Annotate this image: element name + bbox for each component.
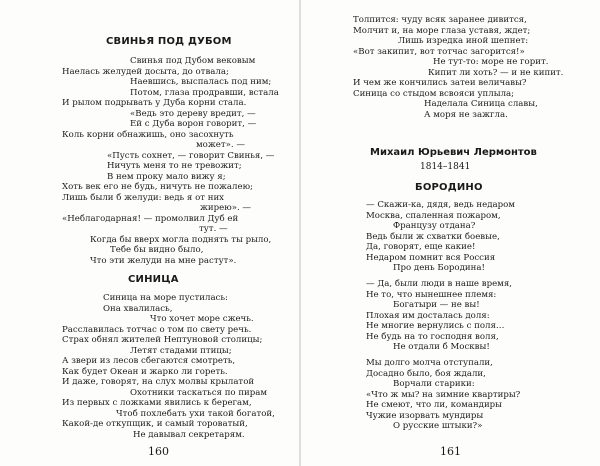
poem-line: Что хочет море сжечь.: [150, 314, 254, 324]
author-name: Михаил Юрьевич Лермонтов: [370, 147, 537, 158]
poem-line: жирею». —: [200, 203, 252, 213]
poem-line: В нем проку мало вижу я;: [107, 171, 226, 182]
poem-line: Чужие изорвать мундиры: [366, 410, 484, 421]
poem-line: И рылом подрывать у Дуба корни стала.: [62, 98, 247, 108]
poem-line: Толпится: чуду всяк заранее дивится,: [353, 15, 527, 25]
poem-line: Мы долго молча отступали,: [366, 358, 493, 368]
poem-line: Лишь были б желуди: ведь я от них: [62, 192, 225, 203]
poem-line: — Скажи-ка, дядя, ведь недаром: [366, 200, 515, 210]
right-page: [300, 0, 600, 466]
poem-line: Не давывал секретарям.: [133, 429, 245, 440]
poem-line: А моря не зажгла.: [424, 109, 508, 120]
page-number-right: 161: [440, 445, 461, 458]
poem-line: Синица на море пустилась:: [103, 293, 228, 303]
poem-line: Про день Бородина!: [393, 263, 485, 273]
poem-line: Молчит и, на море глаза уставя, ждет;: [353, 25, 531, 36]
poem-line: Как будет Океан и жарко ли гореть.: [62, 366, 228, 377]
poem-line: Наевшись, выспалась под ним;: [130, 77, 272, 87]
poem-line: Синица со стыдом всвояси уплыла;: [353, 88, 515, 99]
poem-line: — Да, были люди в наше время,: [366, 279, 513, 289]
poem-line: Ничуть меня то не тревожит;: [107, 161, 242, 171]
poem-title-borodino: БОРОДИНО: [415, 182, 483, 193]
poem-line: Из первых с ложками явились к берегам,: [62, 398, 252, 408]
poem-line: И чем же кончились затеи величавы?: [353, 78, 527, 88]
author-years: 1814–1841: [420, 162, 471, 172]
poem-line: Французу отдана?: [393, 221, 476, 231]
poem-line: Коль корни обнажишь, оно засохнуть: [62, 129, 234, 140]
poem-line: Когда бы вверх могла поднять ты рыло,: [90, 234, 272, 245]
poem-line: Лишь изредка иной шепнет:: [398, 36, 529, 46]
poem-line: И даже, говорят, на слух молвы крылатой: [62, 377, 255, 387]
poem-line: «Пусть сохнет, — говорит Свинья, —: [107, 150, 275, 161]
poem-line: «Ведь это дереву вредит, —: [130, 108, 256, 119]
poem-line: «Вот закипит, вот тотчас загорится!»: [353, 46, 525, 57]
poem-line: Кипит ли хоть? — и не кипит.: [428, 67, 564, 78]
poem-line: Какой-де откупщик, и самый тороватый,: [62, 419, 248, 429]
poem-line: Что эти желуди на мне растут».: [90, 255, 237, 266]
poem-line: Не тут-то: море не горит.: [433, 57, 549, 67]
poem-line: «Неблагодарная! — промолвил Дуб ей: [62, 213, 239, 224]
poem-line: тут. —: [199, 224, 228, 234]
poem-line: Не то, что нынешнее племя:: [366, 289, 497, 300]
poem-line: Досадно было, боя ждали,: [366, 368, 486, 379]
poem-line: «Что ж мы? на зимние квартиры?: [366, 389, 521, 400]
poem-line: Наделала Синица славы,: [424, 99, 538, 109]
poem-line: Плохая им досталась доля:: [366, 310, 490, 321]
poem-line: Ведь были ж схватки боевые,: [366, 231, 500, 242]
poem-line: Недаром помнит вся Россия: [366, 252, 496, 263]
poem-line: Ворчали старики:: [393, 379, 475, 389]
poem-line: Летят стадами птицы;: [130, 345, 232, 356]
poem-line: Чтоб похлебать ухи такой богатой,: [116, 408, 275, 419]
poem-title-sinitsa: СИНИЦА: [128, 274, 179, 285]
poem-line: Ей с Дуба ворон говорит, —: [130, 119, 257, 129]
poem-line: Не будь на то господня воля,: [366, 331, 499, 342]
poem-line: Не многие вернулись с поля…: [366, 321, 505, 331]
poem-line: Потом, глаза продравши, встала: [130, 87, 279, 98]
page-number-left: 160: [148, 445, 169, 458]
poem-line: Свинья под Дубом вековым: [130, 56, 256, 66]
poem-line: О русские штыки?»: [393, 421, 483, 431]
poem-line: Москва, спаленная пожаром,: [366, 210, 501, 221]
poem-line: Тебе бы видно было,: [110, 245, 204, 255]
poem-line: Да, говорят, еще какие!: [366, 242, 476, 252]
poem-line: Страх обнял жителей Нептуновой столицы;: [62, 335, 263, 345]
poem-line: Не смеют, что ли, командиры: [366, 400, 503, 410]
poem-line: Наелась желудей досыта, до отвала;: [62, 66, 229, 77]
poem-line: Охотники таскаться по пирам: [130, 387, 268, 398]
poem-line: Расславилась тотчас о том по свету речь.: [62, 324, 252, 335]
poem-line: Хоть век его не будь, ничуть не пожалею;: [62, 182, 253, 192]
poem-line: может». —: [196, 140, 245, 150]
poem-line: Она хвалилась,: [103, 303, 173, 314]
poem-line: Богатыри — не вы!: [393, 300, 480, 310]
poem-line: А звери из лесов сбегаются смотреть,: [62, 356, 236, 366]
poem-line: Не отдали б Москвы!: [393, 342, 490, 352]
poem-title-svinya: СВИНЬЯ ПОД ДУБОМ: [106, 36, 232, 47]
